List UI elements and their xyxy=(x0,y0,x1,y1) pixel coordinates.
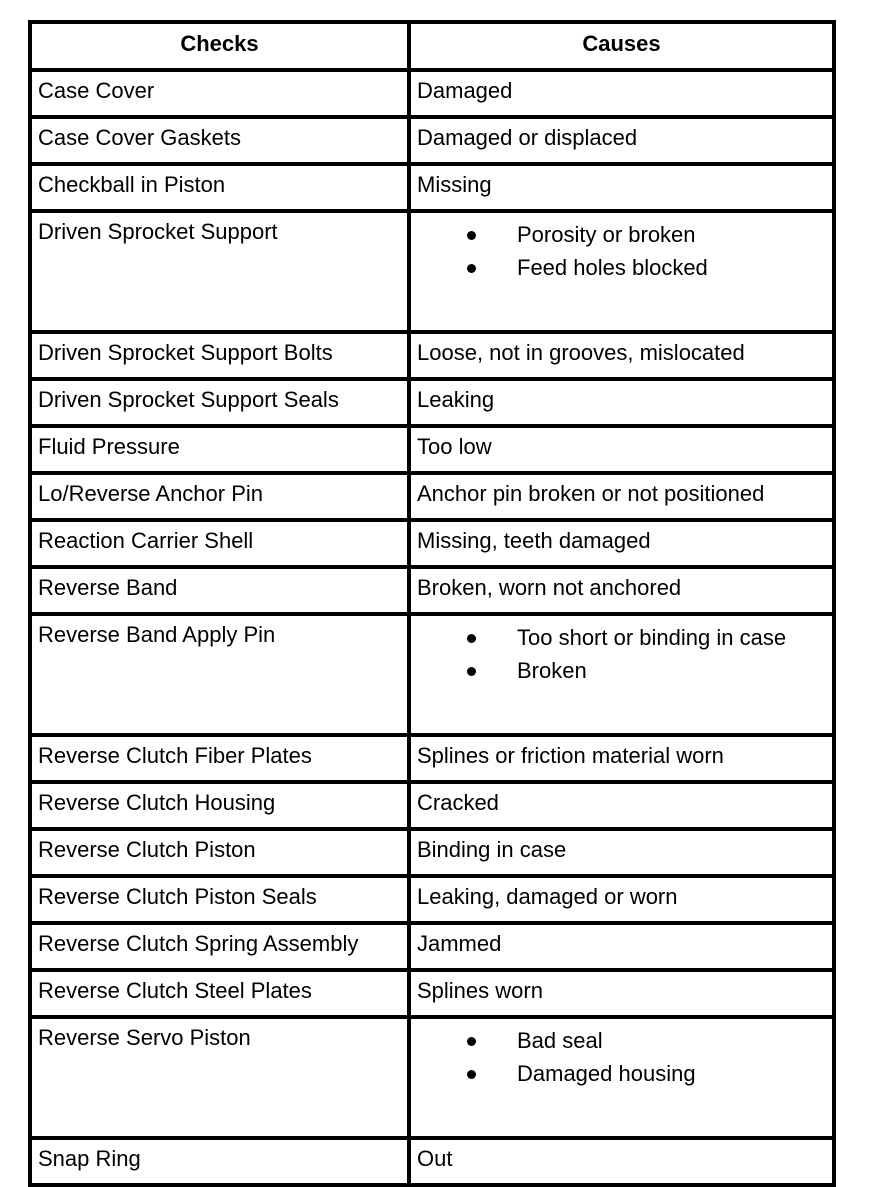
cause-cell xyxy=(409,211,834,332)
table-row xyxy=(30,117,834,164)
cause-bullet-text: Broken xyxy=(517,658,587,683)
cause-cell: Leaking xyxy=(409,379,834,426)
check-cell: Lo/Reverse Anchor Pin xyxy=(30,473,409,520)
check-cell: Reverse Clutch Housing xyxy=(30,782,409,829)
table-row xyxy=(30,1017,834,1138)
cause-bullet-list xyxy=(417,622,832,691)
check-cell: Case Cover xyxy=(30,70,409,117)
cause-cell: Leaking, damaged or worn xyxy=(409,876,834,923)
cause-cell: Damaged or displaced xyxy=(409,117,834,164)
cause-cell: Cracked xyxy=(409,782,834,829)
cause-bullet-item xyxy=(417,1028,832,1061)
table-row xyxy=(30,164,834,211)
cause-bullet-item xyxy=(417,255,832,288)
check-cell: Reverse Clutch Piston Seals xyxy=(30,876,409,923)
table-row xyxy=(30,829,834,876)
table-row xyxy=(30,782,834,829)
bullet-icon xyxy=(467,634,476,643)
check-cell: Reverse Servo Piston xyxy=(30,1017,409,1138)
cause-bullet-item xyxy=(417,222,832,255)
cause-cell xyxy=(409,1017,834,1138)
cause-cell: Splines worn xyxy=(409,970,834,1017)
table-row xyxy=(30,379,834,426)
cause-cell: Splines or friction material worn xyxy=(409,735,834,782)
cause-cell: Damaged xyxy=(409,70,834,117)
check-cell: Reverse Band Apply Pin xyxy=(30,614,409,735)
check-cell: Fluid Pressure xyxy=(30,426,409,473)
cause-bullet-item xyxy=(417,625,832,658)
table-row xyxy=(30,70,834,117)
check-cell: Driven Sprocket Support Seals xyxy=(30,379,409,426)
table-row xyxy=(30,520,834,567)
bullet-icon xyxy=(467,264,476,273)
check-cell: Reverse Clutch Steel Plates xyxy=(30,970,409,1017)
cause-bullet-text: Bad seal xyxy=(517,1028,603,1053)
table-row xyxy=(30,923,834,970)
table-row xyxy=(30,426,834,473)
cause-cell: Loose, not in grooves, mislocated xyxy=(409,332,834,379)
check-cell: Driven Sprocket Support xyxy=(30,211,409,332)
cause-bullet-text: Damaged housing xyxy=(517,1061,696,1086)
diagnosis-table xyxy=(28,20,836,1187)
causes-column-header: Causes xyxy=(409,22,834,70)
bullet-icon xyxy=(467,1070,476,1079)
check-cell: Reaction Carrier Shell xyxy=(30,520,409,567)
bullet-icon xyxy=(467,1037,476,1046)
check-cell: Snap Ring xyxy=(30,1138,409,1185)
check-cell: Driven Sprocket Support Bolts xyxy=(30,332,409,379)
cause-bullet-item xyxy=(417,1061,832,1094)
table-row xyxy=(30,614,834,735)
table-row xyxy=(30,473,834,520)
table-row xyxy=(30,1138,834,1185)
check-cell: Checkball in Piston xyxy=(30,164,409,211)
cause-cell: Missing xyxy=(409,164,834,211)
check-cell: Reverse Clutch Fiber Plates xyxy=(30,735,409,782)
cause-bullet-text: Porosity or broken xyxy=(517,222,696,247)
check-cell: Reverse Clutch Spring Assembly xyxy=(30,923,409,970)
checks-column-header: Checks xyxy=(30,22,409,70)
table-row xyxy=(30,970,834,1017)
cause-cell: Missing, teeth damaged xyxy=(409,520,834,567)
table-row xyxy=(30,332,834,379)
cause-cell: Anchor pin broken or not positioned xyxy=(409,473,834,520)
cause-cell: Out xyxy=(409,1138,834,1185)
bullet-icon xyxy=(467,231,476,240)
cause-cell: Broken, worn not anchored xyxy=(409,567,834,614)
table-row xyxy=(30,735,834,782)
cause-bullet-item xyxy=(417,658,832,691)
table-header-row xyxy=(30,22,834,70)
diagnosis-table-container xyxy=(28,20,832,1187)
bullet-icon xyxy=(467,667,476,676)
cause-cell: Binding in case xyxy=(409,829,834,876)
table-row xyxy=(30,567,834,614)
cause-cell: Jammed xyxy=(409,923,834,970)
check-cell: Reverse Clutch Piston xyxy=(30,829,409,876)
check-cell: Reverse Band xyxy=(30,567,409,614)
table-row xyxy=(30,876,834,923)
cause-bullet-list xyxy=(417,219,832,288)
cause-bullet-list xyxy=(417,1025,832,1094)
check-cell: Case Cover Gaskets xyxy=(30,117,409,164)
table-row xyxy=(30,211,834,332)
cause-bullet-text: Too short or binding in case xyxy=(517,625,787,650)
cause-cell: Too low xyxy=(409,426,834,473)
cause-cell xyxy=(409,614,834,735)
cause-bullet-text: Feed holes blocked xyxy=(517,255,708,280)
